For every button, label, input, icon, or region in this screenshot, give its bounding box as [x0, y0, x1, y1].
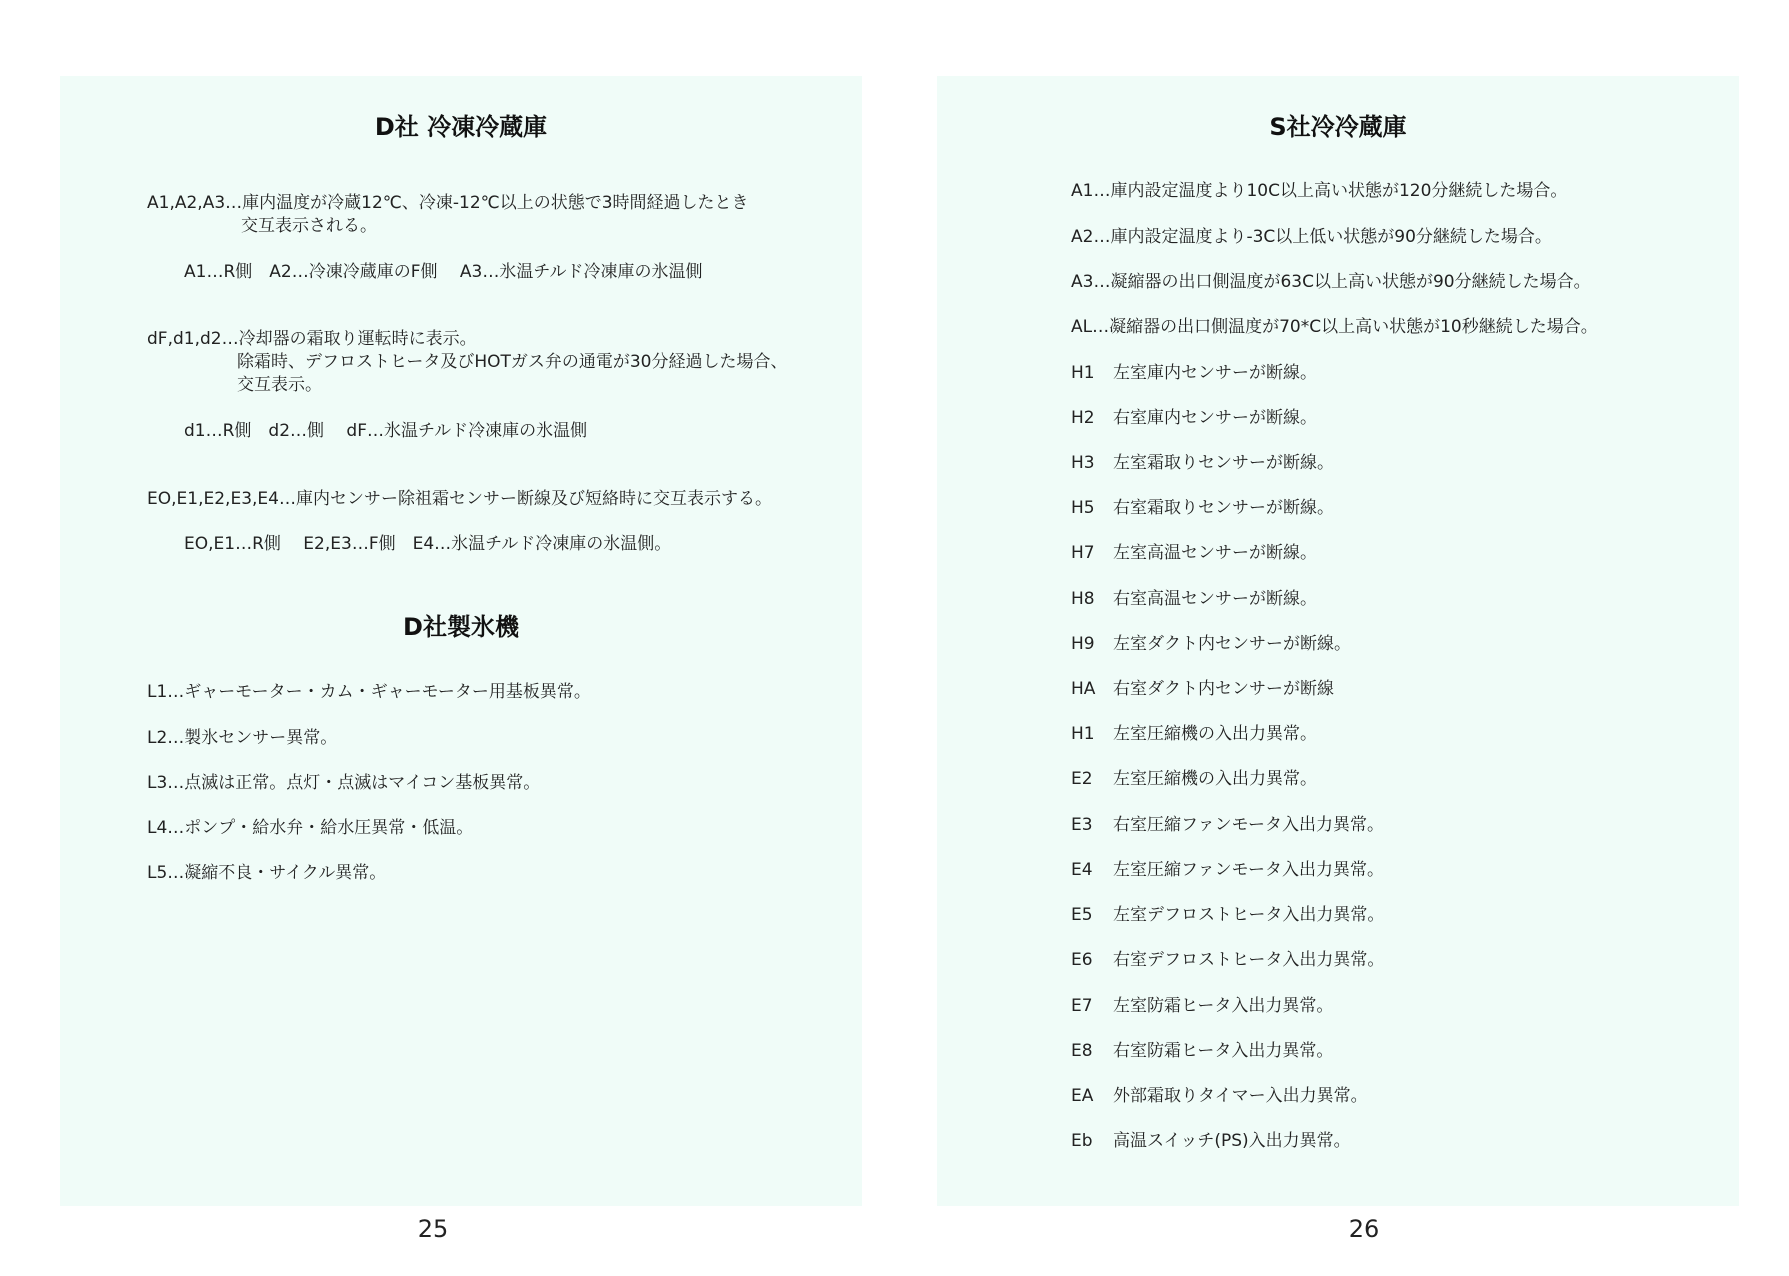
item-text: 左室防霜ヒータ入出力異常。 — [1113, 996, 1334, 1016]
list-item — [1071, 1130, 1351, 1152]
list-item — [1071, 678, 1334, 700]
list-item-a2: A2…庫内設定温度より-3C以上低い状態が90分継続した場合。 — [1071, 227, 1552, 247]
item-text: 左室圧縮機の入出力異常。 — [1113, 724, 1317, 744]
item-code: EA — [1071, 1086, 1094, 1106]
list-item — [1071, 1040, 1333, 1062]
item-code: E2 — [1071, 769, 1093, 789]
list-item — [1071, 542, 1317, 564]
item-text: 右室高温センサーが断線。 — [1113, 589, 1317, 609]
section-title-d-refrigerator: D社 冷凍冷蔵庫 — [374, 113, 548, 141]
list-item-a1: A1…庫内設定温度より10C以上高い状態が120分継続した場合。 — [1071, 181, 1568, 201]
item-code: E3 — [1071, 815, 1093, 835]
list-item — [1071, 859, 1384, 881]
item-text: 左室デフロストヒータ入出力異常。 — [1113, 905, 1385, 925]
section-title-s-refrigerator: S社冷冷蔵庫 — [1269, 113, 1407, 141]
item-code: H1 — [1071, 724, 1095, 744]
item-code: H3 — [1071, 453, 1095, 473]
list-item — [1071, 407, 1317, 429]
list-item — [1071, 1085, 1368, 1107]
item-code: Eb — [1071, 1131, 1093, 1151]
d-codes-detail: d1…R側 d2…側 dF…氷温チルド冷凍庫の氷温側 — [184, 421, 588, 441]
item-text: 右室庫内センサーが断線。 — [1113, 408, 1317, 428]
list-item — [1071, 768, 1317, 790]
a-codes-detail: A1…R側 A2…冷凍冷蔵庫のF側 A3…氷温チルド冷凍庫の氷温側 — [184, 262, 703, 282]
list-item — [1071, 949, 1384, 971]
item-text: 左室高温センサーが断線。 — [1113, 543, 1317, 563]
item-code: E8 — [1071, 1041, 1093, 1061]
list-item — [1071, 995, 1333, 1017]
list-item — [1071, 814, 1384, 836]
item-code: H9 — [1071, 634, 1095, 654]
item-text: 左室霜取りセンサーが断線。 — [1113, 453, 1334, 473]
list-item-l5: L5…凝縮不良・サイクル異常。 — [147, 863, 387, 883]
section-title-d-ice-machine: D社製氷機 — [403, 613, 519, 641]
list-item-l1: L1…ギャーモーター・カム・ギャーモーター用基板異常。 — [147, 682, 591, 702]
item-code: E7 — [1071, 996, 1093, 1016]
list-item — [1071, 588, 1317, 610]
list-item-l4: L4…ポンプ・給水弁・給水圧異常・低温。 — [147, 818, 474, 838]
item-code: H8 — [1071, 589, 1095, 609]
list-item — [1071, 904, 1384, 926]
item-code: H7 — [1071, 543, 1095, 563]
list-item — [1071, 633, 1351, 655]
item-code: E6 — [1071, 950, 1093, 970]
list-item — [1071, 362, 1317, 384]
left-page — [60, 76, 862, 1206]
d-codes-description: dF,d1,d2…冷却器の霜取り運転時に表示。 — [147, 329, 477, 349]
item-text: 左室圧縮ファンモータ入出力異常。 — [1113, 860, 1384, 880]
item-text: 左室圧縮機の入出力異常。 — [1113, 769, 1317, 789]
list-item-al: AL…凝縮器の出口側温度が70*C以上高い状態が10秒継続した場合。 — [1071, 317, 1598, 337]
item-text: 右室ダクト内センサーが断線 — [1113, 679, 1334, 699]
item-text: 高温スイッチ(PS)入出力異常。 — [1113, 1131, 1351, 1151]
item-code: H5 — [1071, 498, 1095, 518]
item-text: 左室庫内センサーが断線。 — [1113, 363, 1317, 383]
item-text: 右室圧縮ファンモータ入出力異常。 — [1113, 815, 1384, 835]
list-item — [1071, 723, 1317, 745]
page-number-right: 26 — [1348, 1215, 1380, 1243]
item-code: E5 — [1071, 905, 1093, 925]
a-codes-description-cont: 交互表示される。 — [241, 216, 377, 236]
list-item — [1071, 497, 1334, 519]
item-code: HA — [1071, 679, 1096, 699]
list-item-l2: L2…製氷センサー異常。 — [147, 728, 338, 748]
list-item-a3: A3…凝縮器の出口側温度が63C以上高い状態が90分継続した場合。 — [1071, 272, 1591, 292]
e-codes-description: EO,E1,E2,E3,E4…庫内センサー除祖霜センサー断線及び短絡時に交互表示する。 — [147, 489, 772, 509]
item-text: 右室防霜ヒータ入出力異常。 — [1113, 1041, 1334, 1061]
item-code: E4 — [1071, 860, 1093, 880]
e-codes-detail: EO,E1…R側 E2,E3…F側 E4…氷温チルド冷凍庫の氷温側。 — [184, 534, 672, 554]
item-code: H1 — [1071, 363, 1095, 383]
item-text: 右室デフロストヒータ入出力異常。 — [1113, 950, 1385, 970]
list-item — [1071, 452, 1334, 474]
page-number-left: 25 — [417, 1215, 449, 1243]
a-codes-description: A1,A2,A3…庫内温度が冷蔵12℃、冷凍-12℃以上の状態で3時間経過したとき — [147, 193, 749, 213]
item-text: 右室霜取りセンサーが断線。 — [1113, 498, 1334, 518]
d-codes-description-cont1: 除霜時、デフロストヒータ及びHOTガス弁の通電が30分経過した場合、 — [237, 352, 788, 372]
item-text: 外部霜取りタイマー入出力異常。 — [1113, 1086, 1368, 1106]
list-item-l3: L3…点滅は正常。点灯・点滅はマイコン基板異常。 — [147, 773, 541, 793]
item-text: 左室ダクト内センサーが断線。 — [1113, 634, 1351, 654]
item-code: H2 — [1071, 408, 1095, 428]
d-codes-description-cont2: 交互表示。 — [237, 375, 322, 395]
